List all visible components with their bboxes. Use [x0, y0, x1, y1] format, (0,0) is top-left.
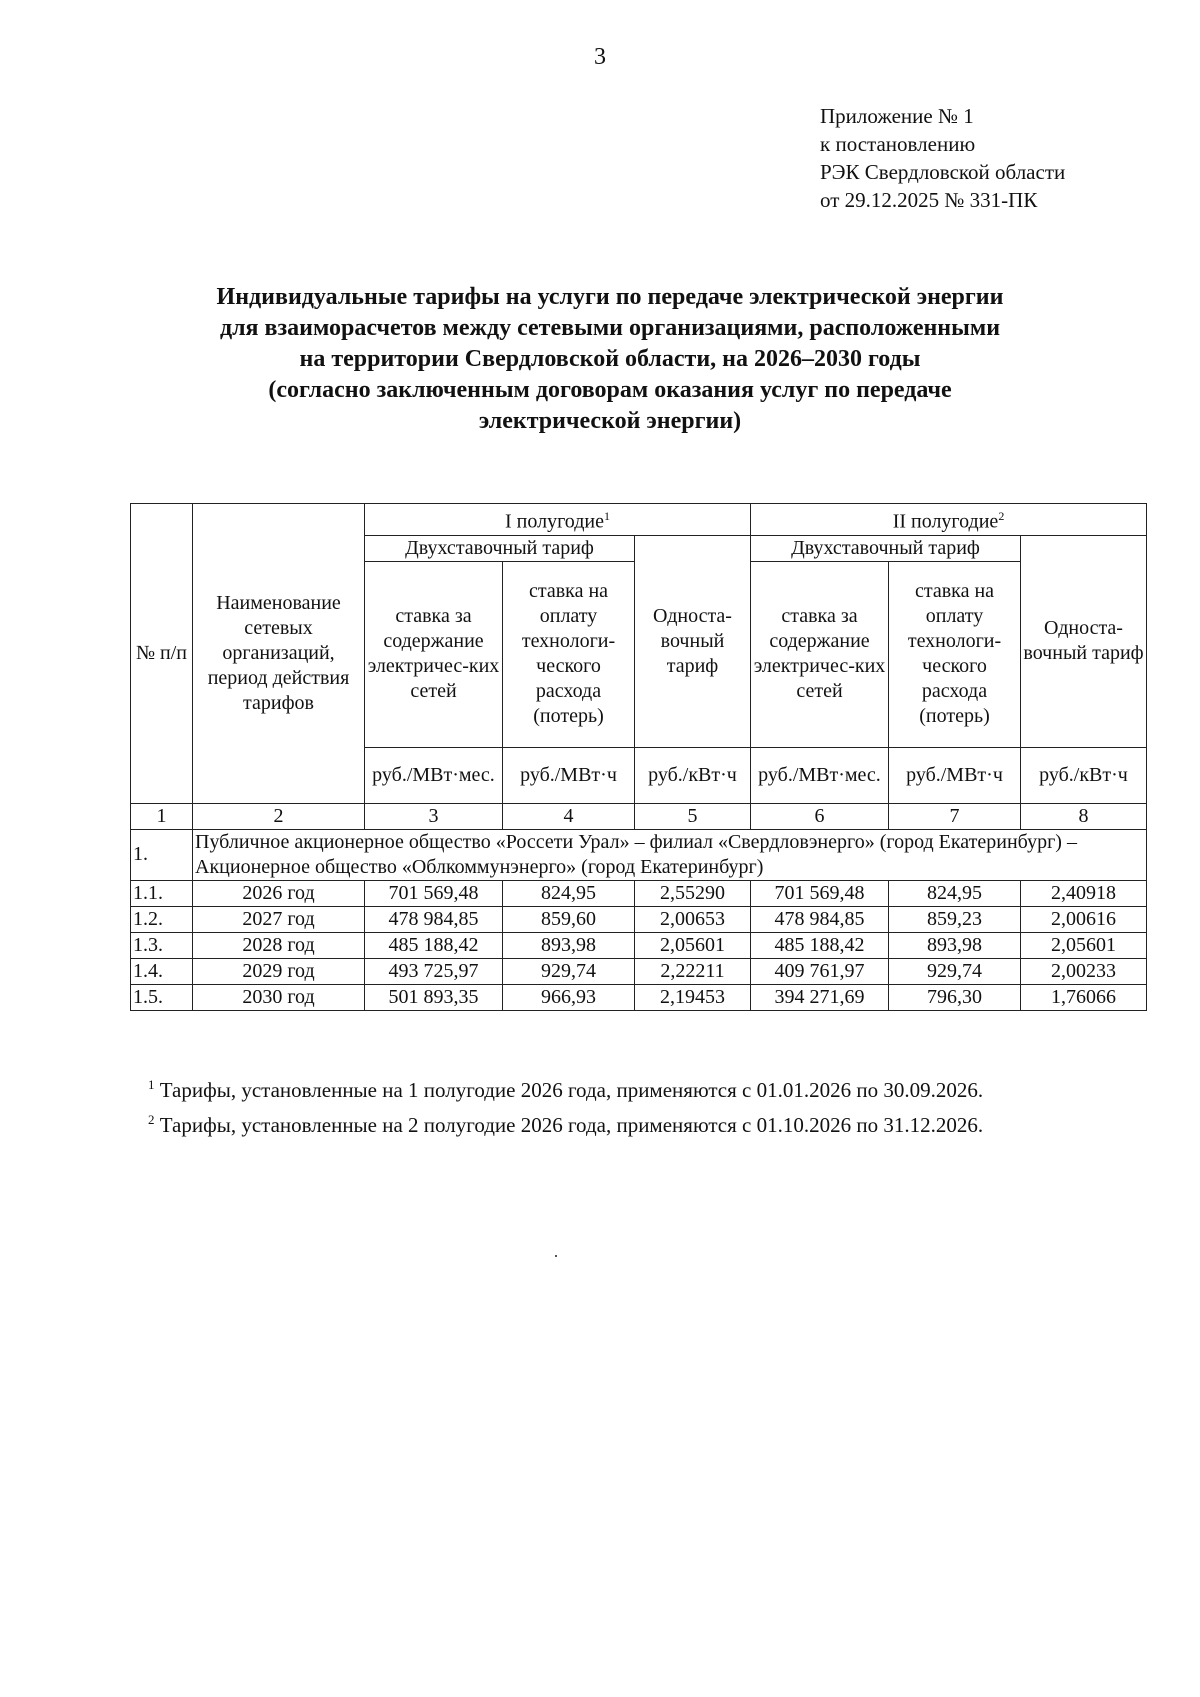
row-period: 2028 год [193, 932, 365, 958]
row-period: 2030 год [193, 984, 365, 1010]
row-value: 394 271,69 [751, 984, 889, 1010]
header-single-rate-2: Односта-вочный тариф [1021, 535, 1147, 747]
row-value: 796,30 [889, 984, 1021, 1010]
page-number: 3 [594, 44, 606, 70]
footnote-mark: 2 [148, 1112, 155, 1127]
table-row [131, 984, 1147, 1010]
appendix-line: от 29.12.2025 № 331-ПК [820, 188, 1038, 212]
row-value: 966,93 [503, 984, 635, 1010]
row-period: 2027 год [193, 906, 365, 932]
appendix-line: РЭК Свердловской области [820, 160, 1066, 184]
header-name: Наименование сетевых организаций, период действия тарифов [193, 504, 365, 804]
scan-speck [555, 1255, 557, 1257]
row-value: 2,00653 [635, 906, 751, 932]
unit-cell: руб./МВт·ч [503, 747, 635, 803]
row-num: 1.2. [131, 906, 193, 932]
unit-cell: руб./кВт·ч [635, 747, 751, 803]
tariff-table [130, 503, 1147, 1011]
title-line: на территории Свердловской области, на 2026–2030 годы [299, 346, 921, 372]
row-value: 2,00233 [1021, 958, 1147, 984]
col-number: 1 [131, 803, 193, 829]
row-value: 478 984,85 [751, 906, 889, 932]
row-value: 701 569,48 [751, 880, 889, 906]
header-num: № п/п [131, 504, 193, 804]
row-num: 1.4. [131, 958, 193, 984]
row-value: 2,05601 [1021, 932, 1147, 958]
row-value: 478 984,85 [365, 906, 503, 932]
col-number: 3 [365, 803, 503, 829]
col-number: 8 [1021, 803, 1147, 829]
col-number: 7 [889, 803, 1021, 829]
appendix-block [820, 102, 1065, 214]
row-value: 893,98 [503, 932, 635, 958]
footnote-mark: 1 [148, 1077, 155, 1092]
row-num: 1.1. [131, 880, 193, 906]
col-number: 2 [193, 803, 365, 829]
unit-cell: руб./МВт·мес. [365, 747, 503, 803]
header-two-rate-1: Двухставочный тариф [365, 535, 635, 561]
row-value: 2,00616 [1021, 906, 1147, 932]
table-row [131, 880, 1147, 906]
header-two-rate-2: Двухставочный тариф [751, 535, 1021, 561]
col-number: 4 [503, 803, 635, 829]
unit-cell: руб./кВт·ч [1021, 747, 1147, 803]
group-name: Публичное акционерное общество «Россети Урал» – филиал «Свердловэнерго» (город Екатеринбург) – Акционерное общество «Облкоммунэнерго» (город Екатеринбург) [193, 829, 1147, 880]
row-value: 2,40918 [1021, 880, 1147, 906]
appendix-line: к постановлению [820, 132, 976, 156]
row-value: 409 761,97 [751, 958, 889, 984]
unit-cell: руб./МВт·ч [889, 747, 1021, 803]
table-row [131, 932, 1147, 958]
row-value: 493 725,97 [365, 958, 503, 984]
header-rate-losses-2: ставка на оплату технологи-ческого расхода (потерь) [889, 561, 1021, 747]
header-rate-losses-1: ставка на оплату технологи-ческого расхода (потерь) [503, 561, 635, 747]
title-line: электрической энергии) [478, 408, 742, 434]
title-line: (согласно заключенным договорам оказания услуг по передаче [268, 377, 952, 403]
row-value: 485 188,42 [365, 932, 503, 958]
row-value: 2,55290 [635, 880, 751, 906]
table-row [131, 906, 1147, 932]
header-half1: I полугодие$^1$ [365, 504, 751, 536]
group-num: 1. [131, 829, 193, 880]
row-value: 859,23 [889, 906, 1021, 932]
header-single-rate-1: Односта-вочный тариф [635, 535, 751, 747]
table-row [131, 958, 1147, 984]
appendix-line: Приложение № 1 [820, 104, 974, 128]
footnote-1 [148, 1070, 983, 1105]
row-num: 1.3. [131, 932, 193, 958]
row-value: 859,60 [503, 906, 635, 932]
row-value: 893,98 [889, 932, 1021, 958]
header-half2: II полугодие$^2$ [751, 504, 1147, 536]
footnote-text: Тарифы, установленные на 1 полугодие 2026 года, применяются с 01.01.2026 по 30.09.2026. [159, 1078, 984, 1102]
row-value: 1,76066 [1021, 984, 1147, 1010]
title-line: Индивидуальные тарифы на услуги по передаче электрической энергии [216, 284, 1004, 310]
row-value: 929,74 [889, 958, 1021, 984]
footnotes [148, 1070, 983, 1140]
row-value: 501 893,35 [365, 984, 503, 1010]
title-line: для взаиморасчетов между сетевыми организациями, расположенными [219, 315, 1001, 341]
row-value: 2,22211 [635, 958, 751, 984]
row-value: 485 188,42 [751, 932, 889, 958]
row-num: 1.5. [131, 984, 193, 1010]
header-rate-maintenance-2: ставка за содержание электричес-ких сетей [751, 561, 889, 747]
row-value: 824,95 [889, 880, 1021, 906]
header-rate-maintenance-1: ставка за содержание электричес-ких сетей [365, 561, 503, 747]
row-value: 701 569,48 [365, 880, 503, 906]
document-title [140, 282, 1080, 437]
row-period: 2029 год [193, 958, 365, 984]
col-number: 6 [751, 803, 889, 829]
footnote-text: Тарифы, установленные на 2 полугодие 2026 года, применяются с 01.10.2026 по 31.12.2026. [159, 1113, 984, 1137]
unit-cell: руб./МВт·мес. [751, 747, 889, 803]
row-value: 2,19453 [635, 984, 751, 1010]
row-value: 929,74 [503, 958, 635, 984]
col-number: 5 [635, 803, 751, 829]
row-value: 824,95 [503, 880, 635, 906]
row-value: 2,05601 [635, 932, 751, 958]
footnote-2 [148, 1105, 983, 1140]
row-period: 2026 год [193, 880, 365, 906]
